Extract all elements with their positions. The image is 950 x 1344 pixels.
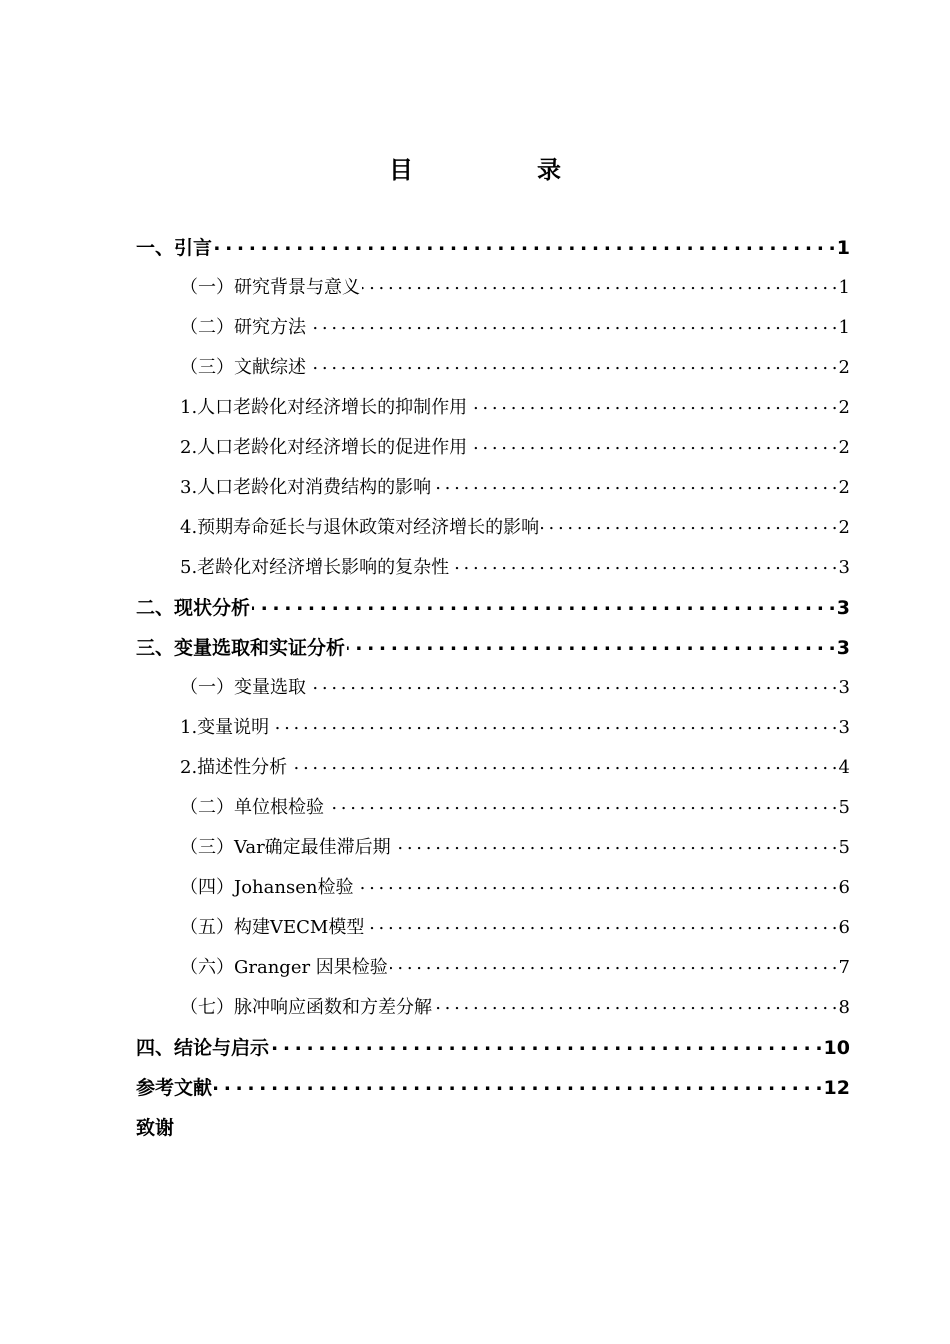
toc-dot-leader xyxy=(355,875,836,893)
toc-entry-page-number: 1 xyxy=(836,237,850,259)
toc-entry-label: 一、引言 xyxy=(136,237,213,259)
toc-entry-label: （二）单位根检验 xyxy=(180,797,324,818)
toc-entry-label: 2.人口老龄化对经济增长的促进作用 xyxy=(180,437,468,458)
toc-entry[interactable] xyxy=(136,708,850,748)
toc-entry-label: （三）Var确定最佳滞后期 xyxy=(180,837,391,858)
toc-entry-page-number: 2 xyxy=(838,357,850,378)
toc-entry-label: 四、结论与启示 xyxy=(136,1037,270,1059)
toc-entry[interactable] xyxy=(136,1068,850,1108)
toc-entry-page-number: 5 xyxy=(838,797,850,818)
toc-entry-label: （五）构建VECM模型 xyxy=(180,917,365,938)
toc-entry-page-number: 3 xyxy=(836,637,850,659)
toc-entry[interactable] xyxy=(136,788,850,828)
toc-entry[interactable] xyxy=(136,1028,850,1068)
toc-entry-page-number: 3 xyxy=(838,677,850,698)
toc-entry[interactable] xyxy=(136,748,850,788)
toc-entry-page-number: 3 xyxy=(838,557,850,578)
toc-entry-page-number: 1 xyxy=(838,277,850,298)
toc-dot-leader xyxy=(214,1075,822,1094)
toc-dot-leader xyxy=(433,475,836,493)
toc-entry-page-number: 6 xyxy=(838,917,850,938)
toc-dot-leader xyxy=(393,835,837,853)
toc-entry-page-number: 6 xyxy=(838,877,850,898)
toc-entry[interactable] xyxy=(136,268,850,308)
toc-dot-leader xyxy=(366,915,836,933)
toc-entry[interactable] xyxy=(136,908,850,948)
toc-entry-label: （七）脉冲响应函数和方差分解 xyxy=(180,997,432,1018)
toc-entry[interactable] xyxy=(136,468,850,508)
toc-entry[interactable] xyxy=(136,588,850,628)
toc-entry-page-number: 5 xyxy=(838,837,850,858)
toc-dot-leader xyxy=(347,635,835,654)
table-of-contents xyxy=(136,228,850,1148)
toc-entry-page-number: 2 xyxy=(838,477,850,498)
toc-entry-page-number: 10 xyxy=(823,1037,850,1059)
toc-entry-label: （六）Granger 因果检验 xyxy=(180,957,388,978)
toc-dot-leader xyxy=(434,995,837,1013)
toc-entry-page-number: 2 xyxy=(838,517,850,538)
toc-entry[interactable] xyxy=(136,388,850,428)
toc-dot-leader xyxy=(469,435,836,453)
toc-entry-page-number: 2 xyxy=(838,397,850,418)
toc-entry-label: 二、现状分析 xyxy=(136,597,251,619)
toc-entry[interactable] xyxy=(136,1108,850,1148)
toc-dot-leader xyxy=(214,235,835,254)
toc-entry[interactable] xyxy=(136,308,850,348)
toc-dot-leader xyxy=(308,355,837,373)
toc-entry-label: 3.人口老龄化对消费结构的影响 xyxy=(180,477,432,498)
toc-entry-page-number: 4 xyxy=(838,757,850,778)
toc-entry[interactable] xyxy=(136,828,850,868)
toc-dot-leader xyxy=(308,315,837,333)
toc-dot-leader xyxy=(271,1035,822,1054)
toc-entry-label: （二）研究方法 xyxy=(180,317,306,338)
toc-entry[interactable] xyxy=(136,868,850,908)
toc-entry-label: 参考文献 xyxy=(136,1077,213,1099)
toc-entry[interactable] xyxy=(136,428,850,468)
toc-entry[interactable] xyxy=(136,948,850,988)
toc-entry[interactable] xyxy=(136,228,850,268)
toc-entry-label: 4.预期寿命延长与退休政策对经济增长的影响 xyxy=(180,517,540,538)
toc-dot-leader xyxy=(390,955,837,973)
toc-entry-label: 2.描述性分析 xyxy=(180,757,288,778)
toc-dot-leader xyxy=(451,555,836,573)
toc-entry[interactable] xyxy=(136,508,850,548)
toc-dot-leader xyxy=(541,515,836,533)
toc-entry-page-number: 7 xyxy=(838,957,850,978)
toc-entry-label: 致谢 xyxy=(136,1117,175,1139)
toc-entry[interactable] xyxy=(136,348,850,388)
toc-dot-leader xyxy=(469,395,836,413)
toc-entry[interactable] xyxy=(136,548,850,588)
toc-dot-leader xyxy=(271,715,836,733)
toc-entry-label: 1.人口老龄化对经济增长的抑制作用 xyxy=(180,397,468,418)
toc-entry[interactable] xyxy=(136,668,850,708)
toc-entry[interactable] xyxy=(136,628,850,668)
toc-dot-leader xyxy=(362,275,837,293)
toc-entry-page-number: 8 xyxy=(838,997,850,1018)
toc-entry-page-number: 1 xyxy=(838,317,850,338)
toc-entry-label: （四）Johansen检验 xyxy=(180,877,354,898)
toc-entry[interactable] xyxy=(136,988,850,1028)
toc-entry-label: 5.老龄化对经济增长影响的复杂性 xyxy=(180,557,450,578)
toc-entry-label: 三、变量选取和实证分析 xyxy=(136,637,346,659)
toc-dot-leader xyxy=(252,595,835,614)
toc-entry-label: （一）研究背景与意义 xyxy=(180,277,360,298)
toc-dot-leader xyxy=(308,675,837,693)
page-title: 目 录 xyxy=(389,156,611,184)
toc-entry-label: （三）文献综述 xyxy=(180,357,306,378)
toc-entry-label: 1.变量说明 xyxy=(180,717,270,738)
toc-dot-leader xyxy=(289,755,836,773)
toc-entry-page-number: 3 xyxy=(836,597,850,619)
toc-entry-label: （一）变量选取 xyxy=(180,677,306,698)
toc-dot-leader xyxy=(326,795,837,813)
toc-entry-page-number: 12 xyxy=(823,1077,850,1099)
toc-entry-page-number: 3 xyxy=(838,717,850,738)
toc-entry-page-number: 2 xyxy=(838,437,850,458)
